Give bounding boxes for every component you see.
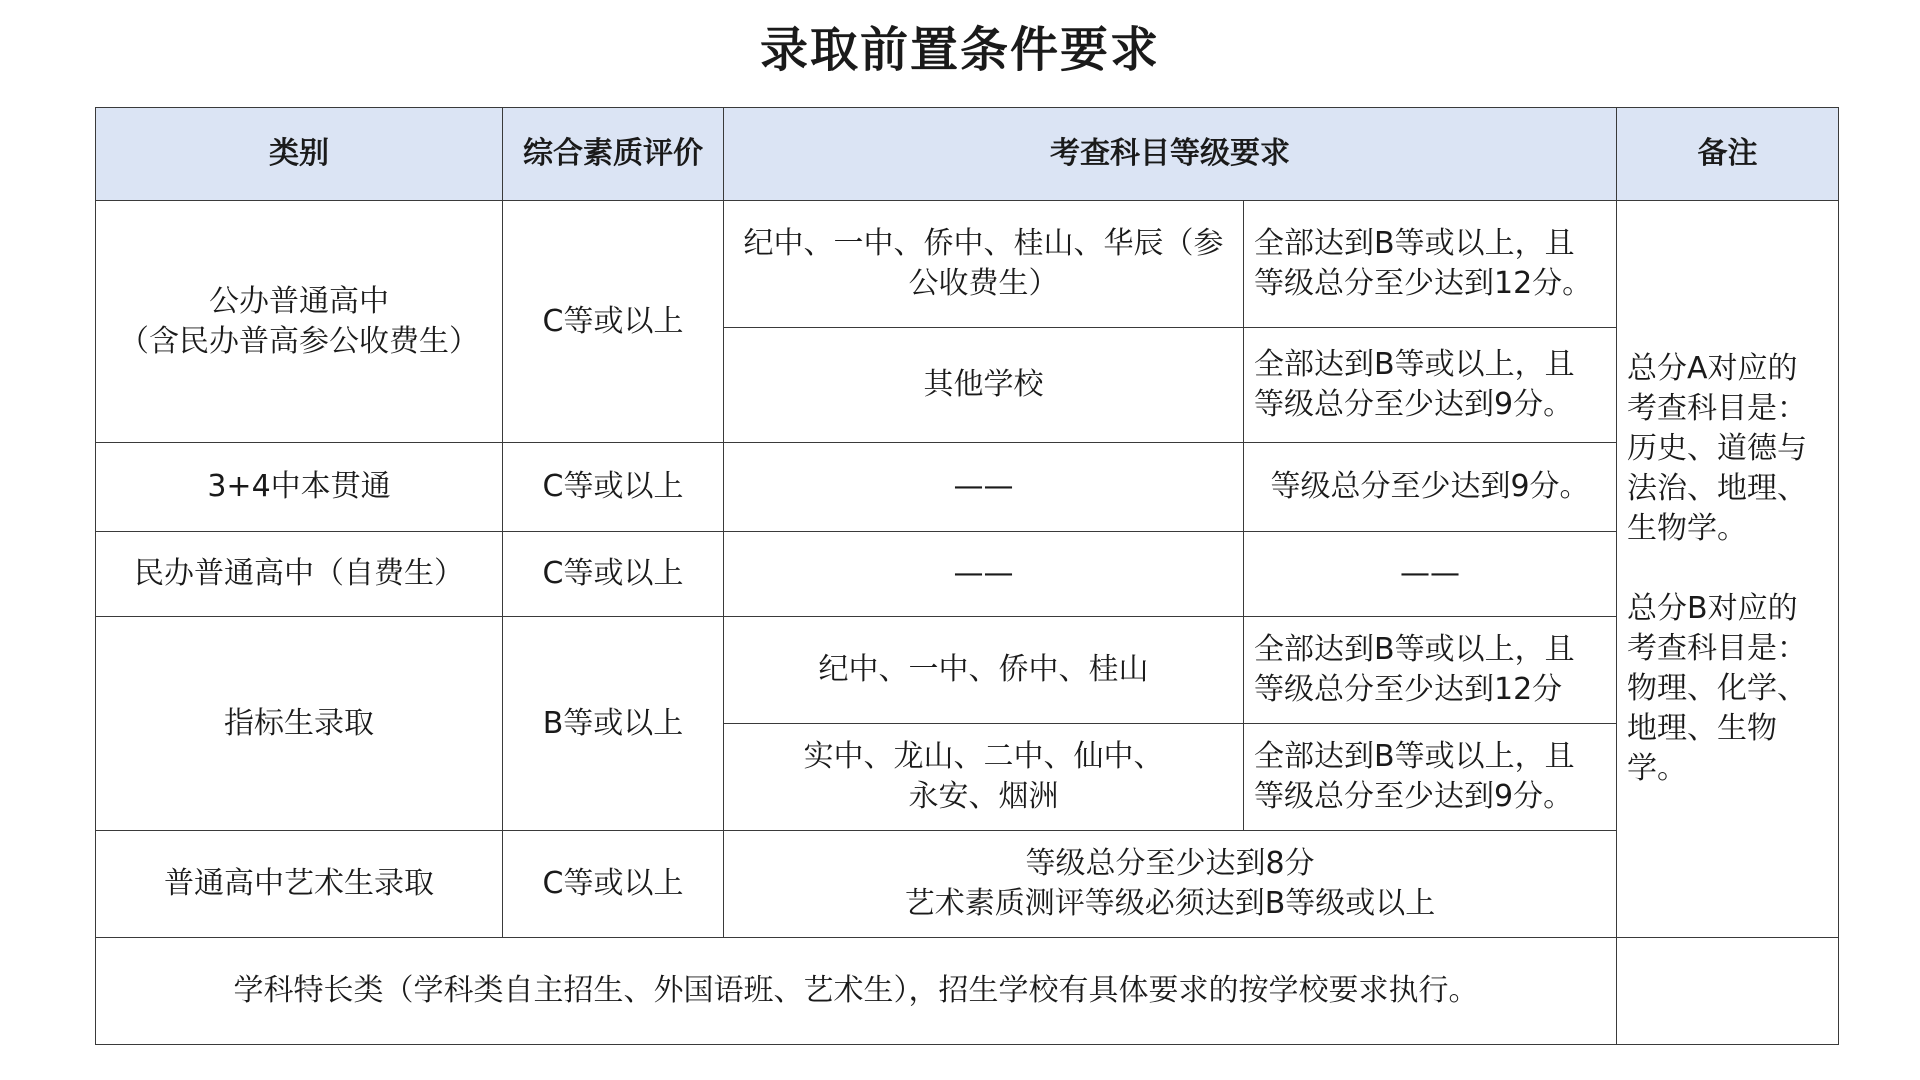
header-subjects: 考查科目等级要求 xyxy=(724,108,1617,201)
evaluation-cell: B等或以上 xyxy=(503,617,724,831)
table-row xyxy=(96,831,1839,938)
requirement-line1: 全部达到B等或以上，且 xyxy=(1254,739,1575,774)
header-evaluation: 综合素质评价 xyxy=(503,108,724,201)
requirement-line2: 等级总分至少达到9分。 xyxy=(1254,387,1574,422)
evaluation-cell: C等或以上 xyxy=(503,532,724,617)
note-a-line2: 考查科目是： xyxy=(1627,391,1807,426)
note-b-title: 总分B对应的 xyxy=(1627,591,1798,626)
requirement-cell xyxy=(1244,201,1617,328)
note-spacer xyxy=(1627,549,1828,589)
table-row xyxy=(96,938,1839,1045)
schools-line1: 实中、龙山、二中、仙中、 xyxy=(803,739,1164,774)
table-row xyxy=(96,443,1839,532)
note-b-line4: 地理、生物学。 xyxy=(1627,711,1777,786)
schools-cell: 纪中、一中、侨中、桂山、华辰（参公收费生） xyxy=(724,201,1244,328)
note-a-line3: 历史、道德与 xyxy=(1627,431,1807,466)
schools-cell: —— xyxy=(724,532,1244,617)
requirement-line2: 等级总分至少达到9分。 xyxy=(1254,779,1574,814)
schools-cell: —— xyxy=(724,443,1244,532)
empty-notes-cell xyxy=(1617,938,1839,1045)
evaluation-cell: C等或以上 xyxy=(503,443,724,532)
table-row xyxy=(96,617,1839,724)
special-requirement-cell: 学科特长类（学科类自主招生、外国语班、艺术生），招生学校有具体要求的按学校要求执行。 xyxy=(96,938,1617,1045)
requirement-line1: 全部达到B等或以上，且 xyxy=(1254,226,1575,261)
note-a-line5: 生物学。 xyxy=(1627,511,1747,546)
category-public-line2: （含民办普高参公收费生） xyxy=(119,323,479,359)
header-notes: 备注 xyxy=(1617,108,1839,201)
requirement-line2: 等级总分至少达到12分 xyxy=(1254,672,1563,707)
requirement-cell: —— xyxy=(1244,532,1617,617)
schools-cell: 其他学校 xyxy=(724,328,1244,443)
schools-cell: 纪中、一中、侨中、桂山 xyxy=(724,617,1244,724)
requirement-cell: 等级总分至少达到9分。 xyxy=(1244,443,1617,532)
requirement-line1: 全部达到B等或以上，且 xyxy=(1254,347,1575,382)
category-cell: 普通高中艺术生录取 xyxy=(96,831,503,938)
header-category: 类别 xyxy=(96,108,503,201)
requirement-cell xyxy=(1244,617,1617,724)
category-cell: 3+4中本贯通 xyxy=(96,443,503,532)
evaluation-cell: C等或以上 xyxy=(503,831,724,938)
table-row xyxy=(96,201,1839,328)
requirement-cell xyxy=(724,831,1617,938)
requirement-line1: 全部达到B等或以上，且 xyxy=(1254,632,1575,667)
table-row xyxy=(96,532,1839,617)
note-a-line4: 法治、地理、 xyxy=(1627,471,1807,506)
evaluation-cell: C等或以上 xyxy=(503,201,724,443)
admission-requirements-table xyxy=(95,107,1839,1045)
schools-line2: 永安、烟洲 xyxy=(908,779,1059,814)
category-cell: 指标生录取 xyxy=(96,617,503,831)
note-b-line3: 物理、化学、 xyxy=(1627,671,1807,706)
requirement-line2: 艺术素质测评等级必须达到B等级或以上 xyxy=(904,886,1436,921)
requirement-cell xyxy=(1244,724,1617,831)
page-title: 录取前置条件要求 xyxy=(759,22,1160,78)
note-b-line2: 考查科目是： xyxy=(1627,631,1807,666)
category-cell xyxy=(96,201,503,443)
notes-cell xyxy=(1617,201,1839,938)
note-a-title: 总分A对应的 xyxy=(1627,351,1798,386)
table-header-row xyxy=(96,108,1839,201)
category-public-line1: 公办普通高中 xyxy=(209,283,389,319)
schools-cell xyxy=(724,724,1244,831)
requirement-cell xyxy=(1244,328,1617,443)
category-cell: 民办普通高中（自费生） xyxy=(96,532,503,617)
requirement-line2: 等级总分至少达到12分。 xyxy=(1254,266,1593,301)
requirement-line1: 等级总分至少达到8分 xyxy=(1025,846,1315,881)
